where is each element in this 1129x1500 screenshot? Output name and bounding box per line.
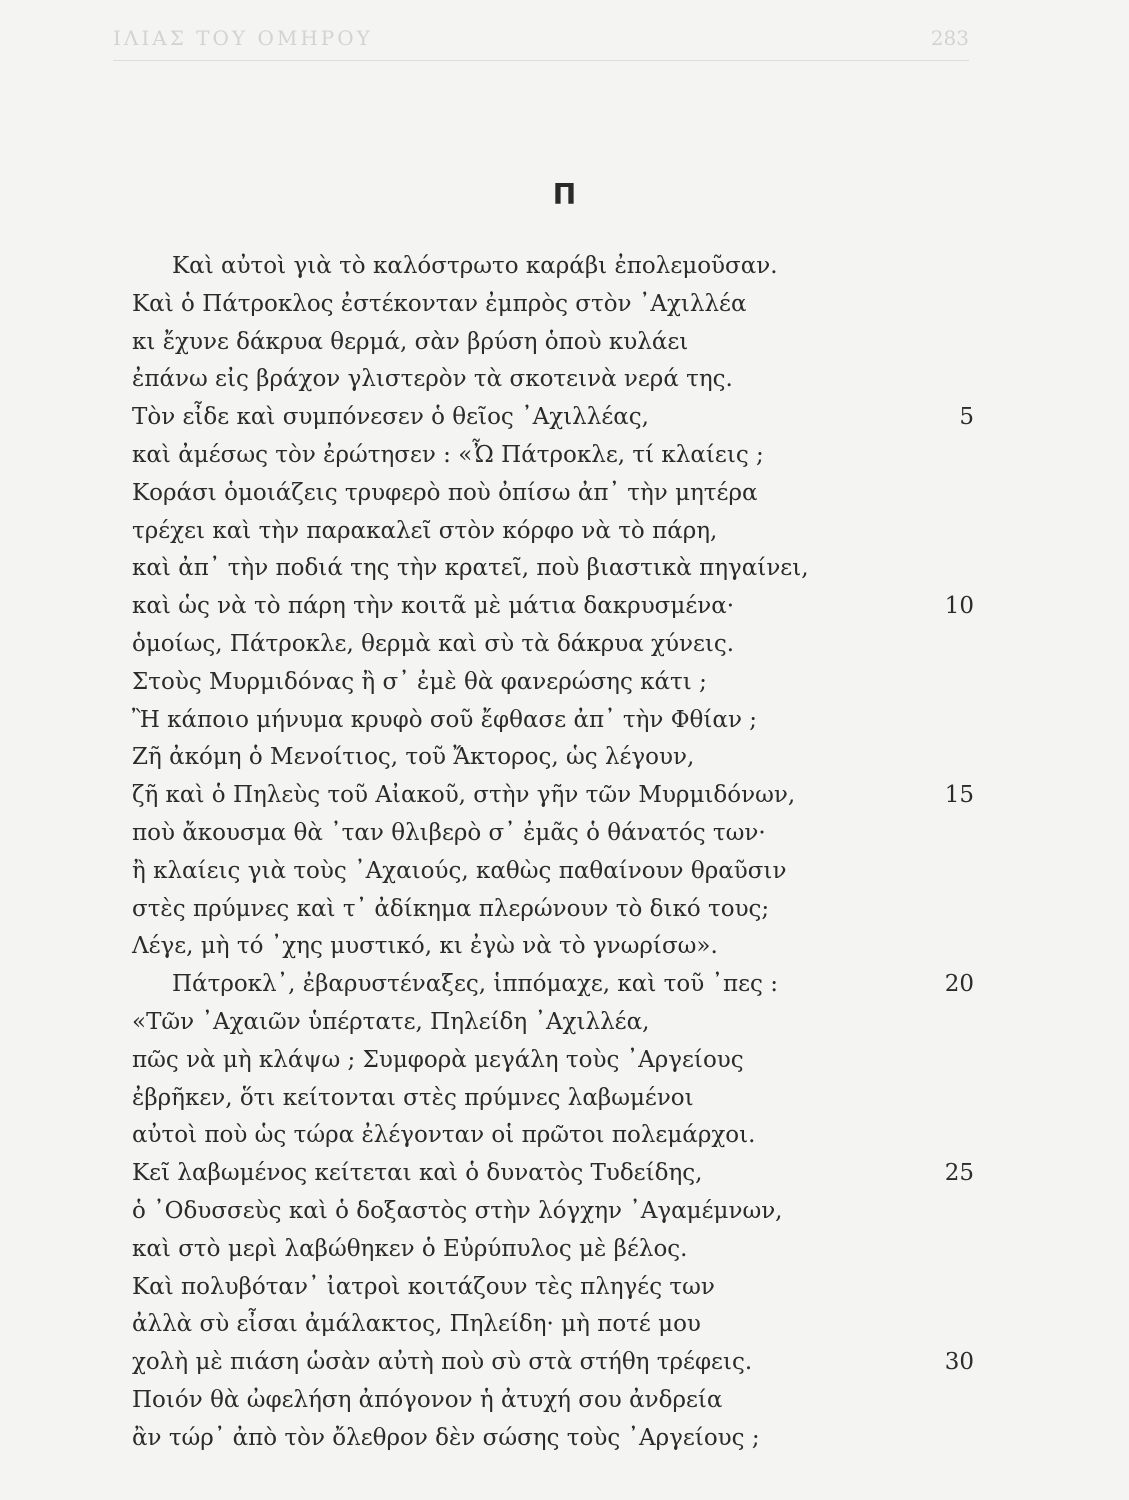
verse-text: ὁμοίως, Πάτροκλε, θερμὰ καὶ σὺ τὰ δάκρυα χύνεις. [132,630,735,657]
verse-line [132,324,992,362]
verse-text: ποὺ ἄκουσμα θὰ ᾿ταν θλιβερὸ σ᾿ ἐμᾶς ὁ θάνατός των· [132,819,766,846]
verse-line [132,1042,992,1080]
verse-line [132,664,992,702]
verse-text: Καὶ αὐτοὶ γιὰ τὸ καλόστρωτο καράβι ἐπολεμοῦσαν. [172,253,778,279]
verse-line [132,399,992,437]
verse-line [132,626,992,664]
verse-line [132,777,992,815]
verse-text: στὲς πρύμνες καὶ τ᾿ ἀδίκημα πλερώνουν τὸ δικό τους; [132,895,770,922]
header-rule [113,60,969,61]
verse-number: 10 [944,593,974,620]
verse-line [132,1382,992,1420]
verse-text: Καὶ ὁ Πάτροκλος ἐστέκονταν ἐμπρὸς στὸν ᾿Αχιλλέα [132,290,747,317]
verse-line [132,1269,992,1307]
verse-text: ὁ ᾿Οδυσσεὺς καὶ ὁ δοξαστὸς στὴν λόγχην ᾿Αγαμέμνων, [132,1197,783,1224]
verse-line [132,1117,992,1155]
verse-text: ἐβρῆκεν, ὅτι κείτονται στὲς πρύμνες λαβωμένοι [132,1084,694,1111]
verse-line [132,1155,992,1193]
verse-line [132,1306,992,1344]
verse-line [132,853,992,891]
verse-text: ἢ κλαίεις γιὰ τοὺς ᾿Αχαιούς, καθὼς παθαίνουν θραῦσιν [132,857,787,884]
verse-line [132,248,992,286]
verse-line [132,739,992,777]
verse-text: καὶ στὸ μερὶ λαβώθηκεν ὁ Εὐρύπυλος μὲ βέλος. [132,1235,688,1262]
verse-text: Λέγε, μὴ τό ᾿χης μυστικό, κι ἐγὼ νὰ τὸ γνωρίσω». [132,933,718,960]
verse-text: χολὴ μὲ πιάση ὡσὰν αὐτὴ ποὺ σὺ στὰ στήθη τρέφεις. [132,1349,753,1376]
verse-text: Ζῆ ἀκόμη ὁ Μενοίτιος, τοῦ Ἄκτορος, ὡς λέγουν, [132,744,695,771]
verse-text: ἂν τώρ᾿ ἀπὸ τὸν ὄλεθρον δὲν σώσης τοὺς ᾿Αργείους ; [132,1424,760,1451]
verse-line [132,1080,992,1118]
verse-number: 30 [944,1349,974,1376]
verse-line [132,891,992,929]
verse-text: τρέχει καὶ τὴν παρακαλεῖ στὸν κόρφο νὰ τὸ πάρη, [132,517,718,544]
verse-line [132,588,992,626]
verse-line [132,437,992,475]
running-header-title: ΙΛΙΑΣ ΤΟΥ ΟΜΗΡΟΥ [113,26,373,50]
verse-line [132,361,992,399]
verse-line [132,513,992,551]
verse-line [132,550,992,588]
verse-text: Τὸν εἶδε καὶ συμπόνεσεν ὁ θεῖος ᾿Αχιλλέας, [132,404,649,431]
verse-text: Στοὺς Μυρμιδόνας ἢ σ᾿ ἐμὲ θὰ φανερώσης κάτι ; [132,668,707,695]
verse-number: 15 [944,782,974,809]
verse-text: ἐπάνω εἰς βράχον γλιστερὸν τὰ σκοτεινὰ νερά της. [132,366,733,393]
verse-text: ζῆ καὶ ὁ Πηλεὺς τοῦ Αἰακοῦ, στὴν γῆν τῶν Μυρμιδόνων, [132,782,796,809]
verse-line [132,1231,992,1269]
verse-text: καὶ ἀμέσως τὸν ἐρώτησεν : «Ὦ Πάτροκλε, τί κλαίεις ; [132,441,764,468]
verse-number: 5 [959,404,974,431]
verse-text: πῶς νὰ μὴ κλάψω ; Συμφορὰ μεγάλη τοὺς ᾿Αργείους [132,1046,744,1073]
verse-text: Πάτροκλ᾿, ἐβαρυστέναξες, ἱππόμαχε, καὶ τοῦ ᾿πες : [172,971,778,998]
verse-number: 20 [944,971,974,998]
verse-line [132,1344,992,1382]
verse-number: 25 [944,1160,974,1187]
poem-text-block [132,248,992,1458]
verse-text: Ἢ κάποιο μήνυμα κρυφὸ σοῦ ἔφθασε ἀπ᾿ τὴν Φθίαν ; [132,706,757,733]
verse-line [132,1420,992,1458]
verse-text: καὶ ὡς νὰ τὸ πάρη τὴν κοιτᾶ μὲ μάτια δακρυσμένα· [132,593,735,620]
verse-text: αὐτοὶ ποὺ ὡς τώρα ἐλέγονταν οἱ πρῶτοι πολεμάρχοι. [132,1122,756,1149]
verse-text: Κοράσι ὁμοιάζεις τρυφερὸ ποὺ ὀπίσω ἀπ᾿ τὴν μητέρα [132,479,758,506]
book-heading-letter: Π [552,178,577,211]
verse-line [132,1193,992,1231]
verse-line [132,966,992,1004]
verse-text: Ποιόν θὰ ὠφελήση ἀπόγονον ἡ ἀτυχή σου ἀνδρεία [132,1386,723,1413]
page-number: 283 [930,26,969,50]
verse-line [132,286,992,324]
verse-text: κι ἔχυνε δάκρυα θερμά, σὰν βρύση ὁποὺ κυλάει [132,328,689,355]
verse-text: «Τῶν ᾿Αχαιῶν ὑπέρτατε, Πηλείδη ᾿Αχιλλέα, [132,1008,650,1035]
verse-line [132,928,992,966]
verse-text: Καὶ πολυβόταν᾿ ἰατροὶ κοιτάζουν τὲς πληγές των [132,1273,715,1300]
verse-line [132,815,992,853]
verse-line [132,475,992,513]
verse-line [132,702,992,740]
verse-text: ἀλλὰ σὺ εἶσαι ἀμάλακτος, Πηλείδη· μὴ ποτέ μου [132,1311,701,1338]
verse-text: Κεῖ λαβωμένος κείτεται καὶ ὁ δυνατὸς Τυδείδης, [132,1160,703,1187]
verse-line [132,1004,992,1042]
verse-text: καὶ ἀπ᾿ τὴν ποδιά της τὴν κρατεῖ, ποὺ βιαστικὰ πηγαίνει, [132,555,809,582]
